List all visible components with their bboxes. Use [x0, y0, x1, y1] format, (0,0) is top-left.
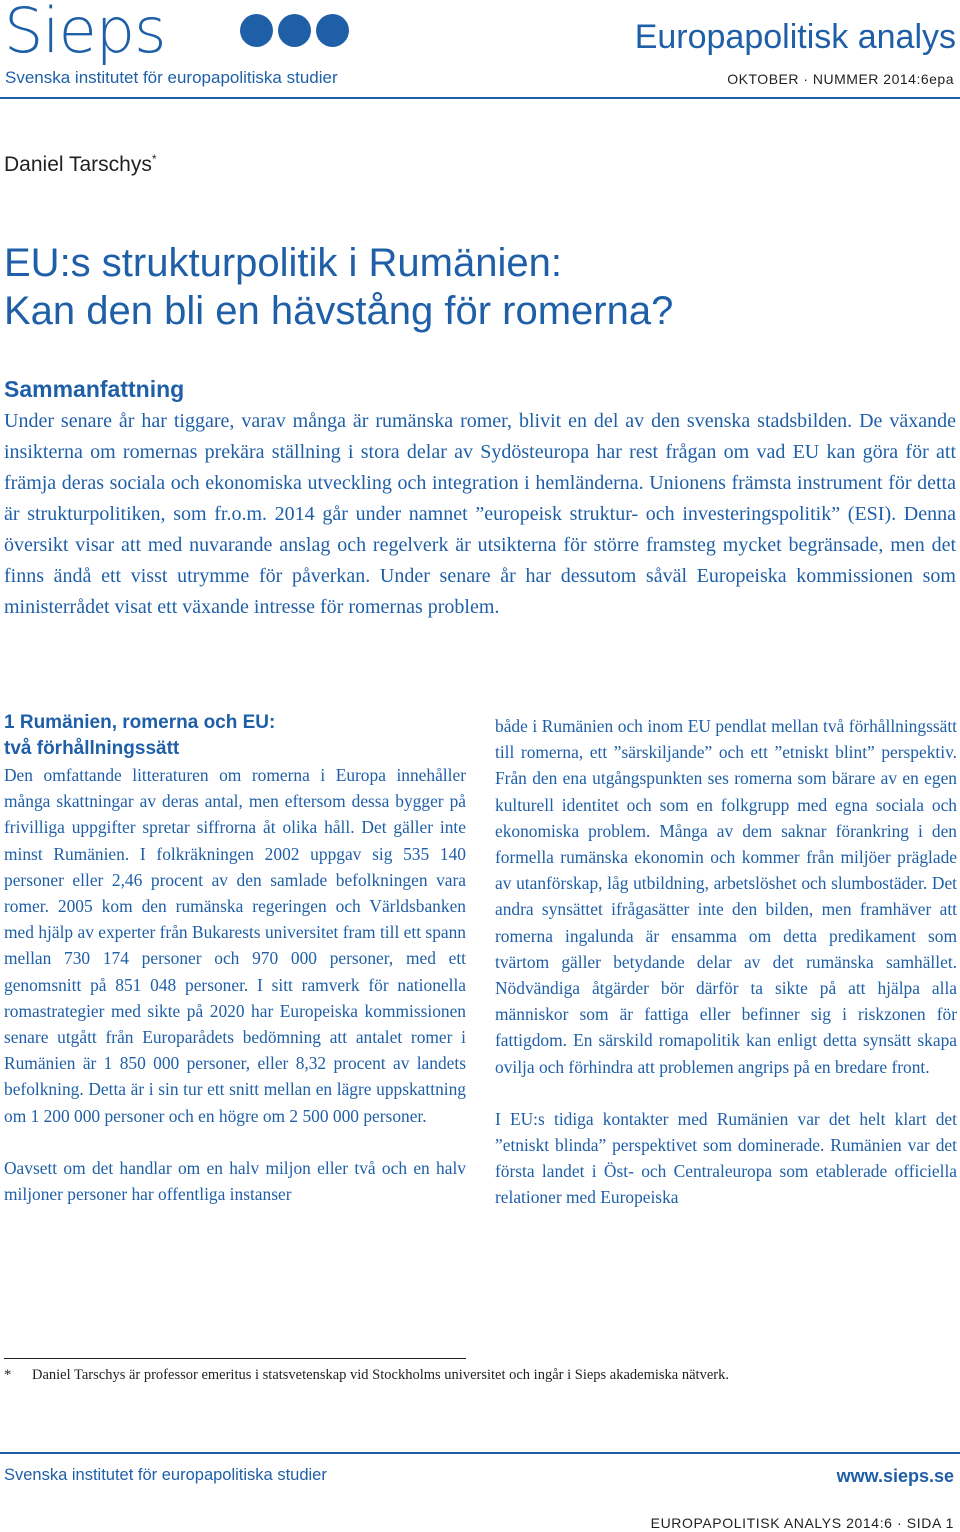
- abstract-body: [4, 406, 956, 623]
- logo-subtitle: Svenska institutet för europapolitiska studier: [5, 68, 338, 87]
- author-footnote-mark[interactable]: *: [151, 152, 157, 166]
- paragraph-text: Den omfattande litteraturen om romerna i Europa innehåller många skattningar av deras antal, men eftersom dessa bygger på frivilliga uppgifter spretar siffrorna åt olika håll.: [4, 765, 466, 838]
- logo-dot: [240, 14, 273, 47]
- abstract-text-3: Denna översikt visar att med nuvarande anslag och regelverk är utsikterna för större framsteg mycket begränsade, men det finns ändå ett visst utrymme för påverkan. Under senare år har dessutom såväl Europeiska kommissionen som ministerrådet visat ett växande intresse för romernas problem.: [4, 503, 956, 618]
- section-heading: [4, 710, 466, 762]
- abstract-heading: Sammanfattning: [4, 376, 185, 402]
- logo-dots-icon: [240, 14, 354, 47]
- paragraph-text: Rumänien var det första landet i Öst- och Centraleuropa som etablerade officiella relationer med Europeiska: [495, 1135, 957, 1208]
- paragraph-text: 2005 kom den rumänska regeringen och Världsbanken med hjälp av experter från Bukarests universitet fram till ett spann mellan 730 174 personer och 970 000 personer, med ett genomsnitt på 851 048 personer. I sitt ramverk för nationella romastrategier med sikte på 2020 har Europeiska kommissionen senare utgått från Europarådets bedömning att antalet romer i Rumänien är 1 850 000 personer, eller 8,32 procent av landets befolkning. Detta är i sin tur ett snitt mellan en lägre uppskattning om 1 200 000 personer och en högre om 2 500 000 personer.: [4, 896, 466, 1126]
- section-heading-line-1: Rumänien, romerna och EU:: [19, 712, 276, 733]
- paragraph-text: Från den ena utgångspunkten ses romerna som bärare av en egen kulturell identitet och som en folkgrupp med egna sociala och ekonomiska problem. Många av dem saknar förankring i den formella rumänska ekonomin och kommer från miljöer präglade av utanförskap, låg utbildning, arbetslöshet och slumbostäder.: [495, 768, 957, 894]
- paragraph: [4, 762, 466, 1129]
- abstract-text-1: Under senare år har tiggare, varav många är rumänska romer, blivit en del av den svenska stadsbilden. De växande insikterna om romernas prekära ställning i stora delar av Sydösteuropa har rest frågan om vad EU kan göra för att främja deras sociala och ekonomiska utveckling och integration i hemländerna.: [4, 410, 956, 494]
- paragraph-gap: [4, 1129, 466, 1155]
- title-line-2: Kan den bli en hävstång för romerna?: [4, 288, 674, 333]
- footnote: [4, 1364, 954, 1386]
- issue-label: OKTOBER · NUMMER 2014:6epa: [727, 71, 954, 87]
- series-title: Europapolitisk analys: [634, 18, 956, 56]
- footnote-text: Daniel Tarschys är professor emeritus i statsvetenskap vid Stockholms universitet och ingår i Sieps akademiska nätverk.: [32, 1367, 729, 1383]
- paragraph-text: Oavsett om det handlar om en halv miljon eller två och en halv miljoner personer har offentliga instanser: [4, 1157, 466, 1205]
- left-column: [4, 710, 466, 1207]
- section-heading-line-2: två förhållningssätt: [4, 738, 180, 759]
- right-column: [495, 713, 957, 1211]
- abstract-text-2: Unionens främsta instrument för detta är strukturpolitiken, som fr.o.m. 2014 går under namnet ”europeisk struktur- och investeringspolitik” (ESI).: [4, 472, 956, 525]
- footer-page-label: EUROPAPOLITISK ANALYS 2014:6 · SIDA 1: [650, 1515, 954, 1531]
- paragraph-text: I EU:s tidiga kontakter med Rumänien var det helt klart det ”etniskt blinda” perspektivet som dominerade.: [495, 1108, 957, 1156]
- logo-dot: [316, 14, 349, 47]
- section-number: 1: [4, 712, 15, 733]
- paragraph-text: Det andra synsättet ifrågasätter inte den bilden, men framhäver att romerna ingalunda är ensamma om detta predikament som tvärtom gäller betydande delar av det rumänska samhället. Nödvändiga åtgärder bör därför ta sikte på att hjälpa alla människor som är fattiga eller befinner sig i riskzonen för fattigdom. En särskild romapolitik kan enligt detta synsätt skapa ovilja och förhindra att problemen angrips på en bredare front.: [495, 873, 957, 1077]
- title-line-1: EU:s strukturpolitik i Rumänien:: [4, 240, 562, 285]
- footnote-divider: [4, 1358, 466, 1359]
- page-title: [4, 239, 673, 335]
- footer-divider: [0, 1452, 960, 1454]
- author: [4, 152, 157, 177]
- header-divider: [0, 97, 960, 99]
- paragraph: [495, 713, 957, 1080]
- paragraph-text: Det gäller inte minst Rumänien. I folkräkningen 2002 uppgav sig 535 140 personer eller 2,46 procent av den samlade befolkningen vara romer.: [4, 817, 466, 917]
- paragraph-gap: [495, 1080, 957, 1106]
- footer-organization: Svenska institutet för europapolitiska studier: [4, 1466, 327, 1484]
- sieps-logo: [4, 0, 166, 67]
- paragraph-text: både i Rumänien och inom EU pendlat mellan två förhållningssätt till romerna, ett ”särskiljande” och ett ”etniskt blint” perspektiv.: [495, 716, 957, 763]
- footer-website-link[interactable]: www.sieps.se: [836, 1466, 954, 1486]
- paragraph: [4, 1155, 466, 1207]
- footnote-mark: *: [4, 1367, 12, 1383]
- paragraph: [495, 1106, 957, 1211]
- author-name: Daniel Tarschys: [4, 153, 152, 176]
- logo-dot: [278, 14, 311, 47]
- logo-wordmark: Sieps: [4, 0, 166, 67]
